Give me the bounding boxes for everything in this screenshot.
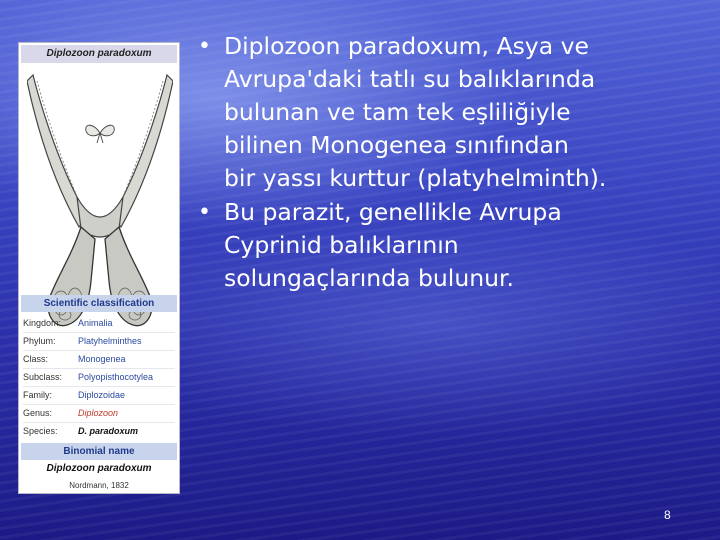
taxobox-title: Diplozoon paradoxum (21, 45, 177, 63)
row-value[interactable]: Diplozoidae (78, 390, 126, 400)
binomial-authority: Nordmann, 1832 (69, 481, 129, 490)
row-label: Class: (23, 354, 49, 364)
row-value[interactable]: Polyopisthocotylea (78, 372, 154, 382)
row-label: Subclass: (23, 372, 63, 382)
row-label: Kingdom: (23, 318, 62, 328)
bullet-icon: • (198, 34, 211, 59)
classification-row (23, 315, 177, 331)
bullet-line: Bu parazit, genellikle Avrupa (224, 198, 562, 226)
bullet-line: solungaçlarında bulunur. (224, 264, 514, 292)
row-label: Genus: (23, 408, 53, 418)
bullet-line: Cyprinid balıklarının (224, 231, 459, 259)
page-number: 8 (664, 508, 671, 522)
bullet-line: bir yassı kurttur (platyhelminth). (224, 164, 607, 192)
row-label: Phylum: (23, 336, 56, 346)
row-label: Family: (23, 390, 52, 400)
row-value[interactable]: Diplozoon (78, 408, 119, 418)
row-value[interactable]: Animalia (78, 318, 113, 328)
row-value: D. paradoxum (78, 426, 139, 436)
classification-row (23, 387, 177, 403)
classification-row (23, 369, 177, 385)
classification-row (23, 351, 177, 367)
classification-row (23, 333, 177, 349)
taxobox (18, 42, 180, 494)
bullet-item (198, 30, 708, 195)
row-value[interactable]: Monogenea (78, 354, 126, 364)
bullet-line: bilinen Monogenea sınıfından (224, 131, 569, 159)
row-label: Species: (23, 426, 58, 436)
bullet-line: Diplozoon paradoxum, Asya ve (224, 32, 589, 60)
row-value[interactable]: Platyhelminthes (78, 336, 142, 346)
classification-header: Scientific classification (21, 295, 177, 312)
bullet-item (198, 196, 708, 295)
binomial-name: Diplozoon paradoxum (46, 463, 152, 474)
bullet-icon: • (198, 200, 211, 225)
binomial-header: Binomial name (21, 443, 177, 460)
bullet-line: bulunan ve tam tek eşliliğiyle (224, 98, 571, 126)
bullet-list (198, 30, 708, 296)
bullet-line: Avrupa'daki tatlı su balıklarında (224, 65, 596, 93)
classification-row (23, 405, 177, 421)
classification-row (23, 423, 177, 439)
